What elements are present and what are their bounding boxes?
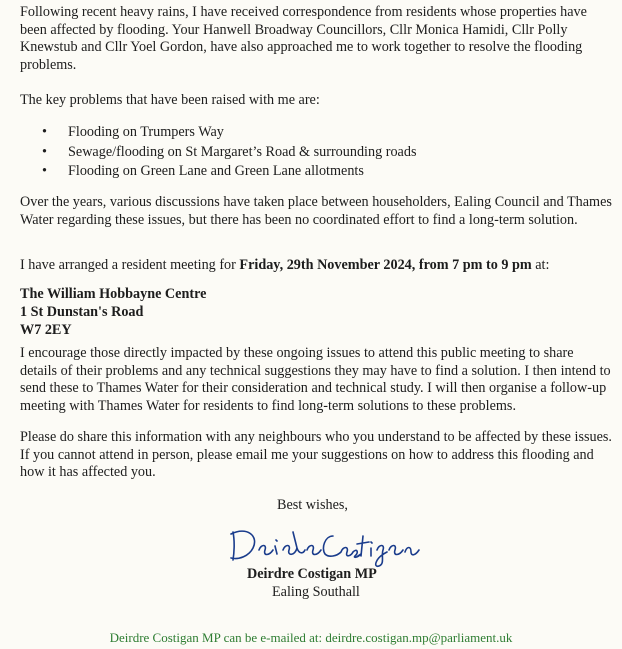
paragraph-meeting: I have arranged a resident meeting for Friday, 29th November 2024, from 7 pm to 9 pm at: <box>20 257 550 273</box>
sign-off: Best wishes, <box>277 497 348 513</box>
bullet-icon: • <box>42 124 47 140</box>
list-item: • Flooding on Green Lane and Green Lane allotments <box>20 162 614 182</box>
paragraph-share: Please do share this information with any neighbours who you understand to be affected by these issues. If you cannot attend in person, please email me your suggestions on how to address this flooding and how it has affected you. <box>20 429 612 480</box>
signer-constituency: Ealing Southall <box>272 584 360 600</box>
venue-address <box>20 285 206 339</box>
venue-street: 1 St Dunstan's Road <box>20 304 144 320</box>
paragraph-encourage: I encourage those directly impacted by these ongoing issues to attend this public meeting to share details of their problems and any technical suggestions they may have to find a solution. I then intend to send these to Thames Water for their consideration and technical study. I will then organise a follow-up meeting with Thames Water for residents to find long-term solutions to these problems. <box>20 345 611 414</box>
signature <box>225 518 425 568</box>
venue-postcode: W7 2EY <box>20 322 72 338</box>
problem-list <box>20 123 614 182</box>
footer-contact: Deirdre Costigan MP can be e-mailed at: deirdre.costigan.mp@parliament.uk <box>109 630 513 645</box>
paragraph-history: Over the years, various discussions have taken place between householders, Ealing Council and Thames Water regarding these issues, but there has been no coordinated effort to find a long-term solution. <box>20 194 612 228</box>
bullet-icon: • <box>42 143 47 160</box>
list-item: • Flooding on Trumpers Way <box>20 123 614 143</box>
paragraph-key-problems: The key problems that have been raised with me are: <box>20 92 320 108</box>
paragraph-intro: Following recent heavy rains, I have received correspondence from residents whose properties have been affected by flooding. Your Hanwell Broadway Councillors, Cllr Monica Hamidi, Cllr Polly Knewstub and Cllr Yoel Gordon, have also approached me to work together to resolve the flooding problems. <box>20 4 587 73</box>
meeting-time: Friday, 29th November 2024, from 7 pm to 9 pm <box>239 257 532 273</box>
list-item: • Sewage/flooding on St Margaret’s Road & surrounding roads <box>20 143 614 163</box>
venue-name: The William Hobbayne Centre <box>20 286 207 302</box>
signer-name: Deirdre Costigan MP <box>247 566 377 582</box>
bullet-icon: • <box>42 163 47 179</box>
